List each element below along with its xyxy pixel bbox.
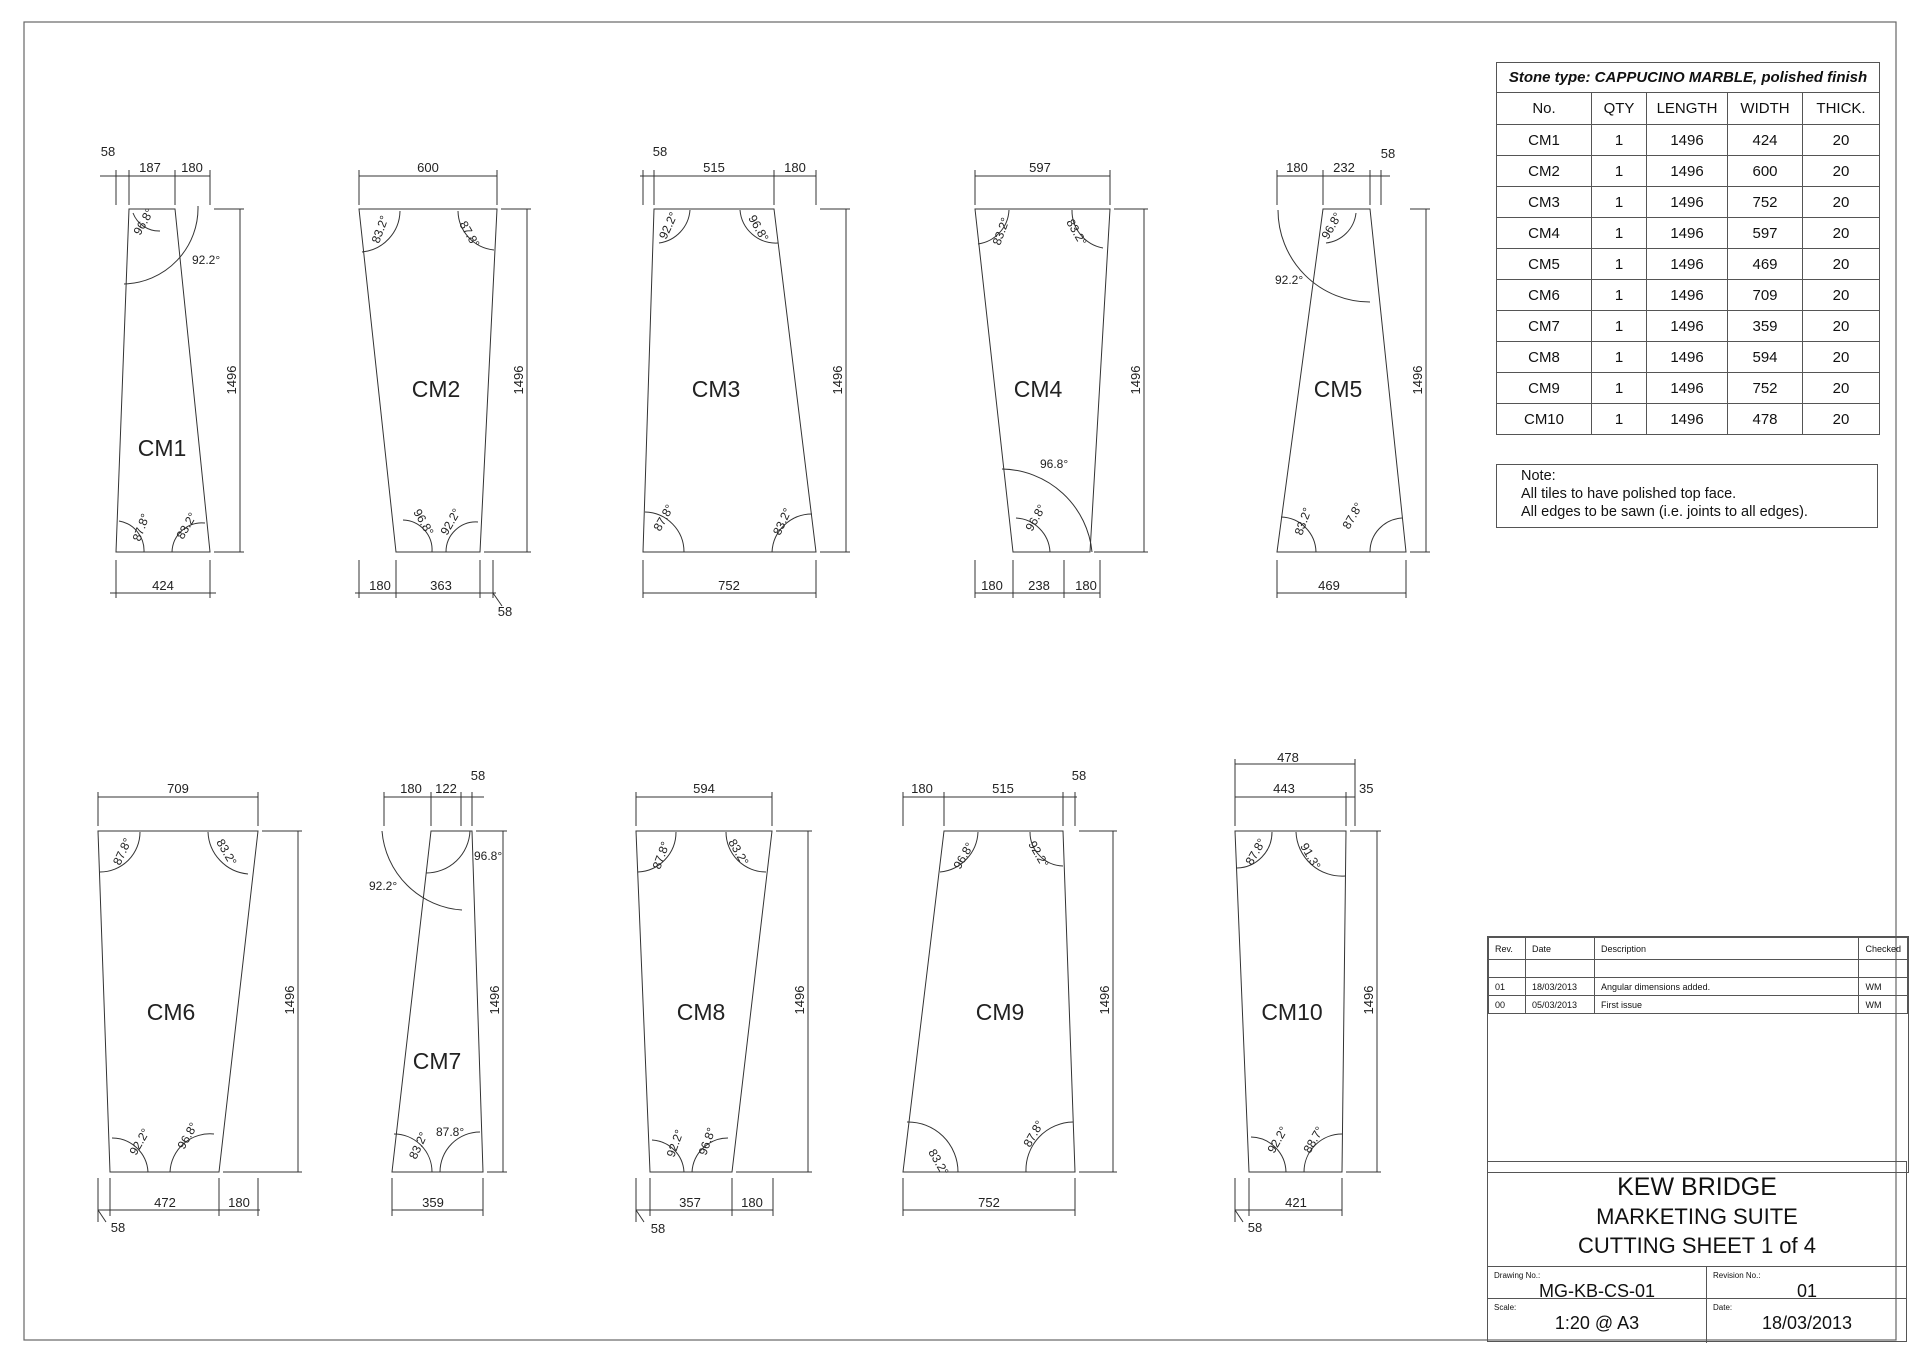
table-cell: 20 (1803, 311, 1880, 342)
table-cell: 1496 (1647, 125, 1728, 156)
table-row (1497, 125, 1880, 156)
dimension-label: 58 (470, 768, 486, 783)
table-cell: CM3 (1497, 187, 1592, 218)
revision-header-row (1489, 938, 1908, 960)
date-cell (1707, 1299, 1907, 1343)
dimension-label: 180 (369, 578, 391, 593)
table-cell: 20 (1803, 187, 1880, 218)
angle-label: 87.8° (436, 1125, 465, 1139)
table-row (1497, 373, 1880, 404)
angle-label: 87.8° (1020, 1118, 1047, 1150)
dimension-label: 478 (1277, 750, 1299, 765)
dimension-label: 58 (110, 1220, 126, 1235)
dimension-label: 515 (703, 160, 725, 175)
table-cell: 469 (1728, 249, 1803, 280)
table-cell: 709 (1728, 280, 1803, 311)
angle-label: 96.8° (410, 506, 437, 538)
table-cell: 1496 (1647, 218, 1728, 249)
stone-schedule-table (1496, 62, 1880, 435)
table-cell: 359 (1728, 311, 1803, 342)
stone-type-caption: Stone type: CAPPUCINO MARBLE, polished finish (1496, 62, 1880, 92)
note-title: Note: (1521, 468, 1556, 484)
dimension-label: 58 (1247, 1220, 1263, 1235)
table-cell: 20 (1803, 156, 1880, 187)
scale-value: 1:20 @ A3 (1554, 1313, 1640, 1333)
table-cell: CM1 (1497, 125, 1592, 156)
table-cell: 1 (1592, 156, 1647, 187)
table-row (1489, 978, 1908, 996)
drawing-number: MG-KB-CS-01 (1538, 1281, 1655, 1301)
table-cell: 1496 (1647, 187, 1728, 218)
table-cell: 20 (1803, 342, 1880, 373)
dimension-label: 180 (981, 578, 1003, 593)
dimension-label: 1496 (224, 365, 239, 395)
title-block (1487, 1161, 1907, 1342)
note-line: All tiles to have polished top face. (1521, 486, 1737, 502)
empty-cell (1489, 960, 1526, 978)
project-title: KEW BRIDGE (1617, 1173, 1777, 1201)
angle-label: 83.2° (1063, 216, 1090, 248)
angle-label: 83.2° (1291, 505, 1315, 538)
table-cell: CM9 (1497, 373, 1592, 404)
angle-label: 96.8° (695, 1125, 719, 1158)
checked-cell: WM (1859, 996, 1908, 1014)
rev-cell: 00 (1489, 996, 1526, 1014)
angle-label: 96.8° (130, 206, 157, 238)
dimension-label: 58 (650, 1221, 666, 1236)
table-header-row (1497, 93, 1880, 125)
tile-label: CM3 (691, 376, 741, 402)
dimension-label: 597 (1029, 160, 1051, 175)
angle-label: 83.2° (406, 1129, 431, 1162)
dimension-label: 1496 (1410, 365, 1425, 395)
dimension-label: 1496 (1361, 985, 1376, 1015)
table-cell: 1496 (1647, 342, 1728, 373)
angle-label: 83.2° (989, 215, 1013, 248)
checked-cell: WM (1859, 978, 1908, 996)
dimension-label: 58 (1380, 146, 1396, 161)
angle-label: 96.8° (1040, 457, 1069, 471)
dimension-label: 35 (1359, 781, 1374, 796)
dimension-label: 472 (154, 1195, 176, 1210)
table-cell: 1 (1592, 249, 1647, 280)
dimension-label: 187 (139, 160, 161, 175)
table-cell: 478 (1728, 404, 1803, 435)
column-header: QTY (1592, 93, 1647, 125)
note-box (1496, 464, 1878, 528)
date-value: 18/03/2013 (1761, 1313, 1853, 1333)
table-cell: 1 (1592, 218, 1647, 249)
angle-label: 83.2° (368, 213, 392, 246)
project-subtitle: MARKETING SUITE (1596, 1204, 1798, 1229)
table-cell: CM7 (1497, 311, 1592, 342)
column-header: Description (1595, 938, 1859, 960)
angle-label: 91.3° (1297, 840, 1324, 872)
angle-label: 96.8° (1022, 502, 1049, 534)
angle-label: 83.2° (173, 510, 200, 542)
empty-cell (1859, 960, 1908, 978)
table-cell: 20 (1803, 249, 1880, 280)
angle-label: 87.8° (129, 511, 153, 544)
field-caption: Date: (1713, 1303, 1733, 1312)
tile-cm1 (100, 170, 244, 598)
tile-label: CM2 (411, 376, 461, 402)
angle-label: 92.2° (369, 879, 398, 893)
dimension-label: 421 (1285, 1195, 1307, 1210)
table-cell: 1496 (1647, 311, 1728, 342)
revision-number: 01 (1796, 1281, 1818, 1301)
angle-label: 92.2° (437, 506, 464, 538)
dimension-label: 469 (1318, 578, 1340, 593)
table-cell: CM4 (1497, 218, 1592, 249)
table-row (1497, 280, 1880, 311)
revision-table (1488, 937, 1908, 1014)
dimension-label: 122 (435, 781, 457, 796)
angle-label: 83.2° (925, 1146, 952, 1178)
dimension-label: 180 (400, 781, 422, 796)
table-cell: 20 (1803, 404, 1880, 435)
angle-label: 96.8° (1318, 210, 1345, 242)
dimension-label: 180 (1075, 578, 1097, 593)
table-cell: 424 (1728, 125, 1803, 156)
dimension-label: 424 (152, 578, 174, 593)
angle-label: 92.2° (126, 1126, 153, 1158)
scale-cell (1488, 1299, 1707, 1343)
description-cell: First issue (1595, 996, 1859, 1014)
date-cell: 18/03/2013 (1526, 978, 1595, 996)
dimension-label: 1496 (511, 365, 526, 395)
note-line: All edges to be sawn (i.e. joints to all edges). (1521, 504, 1808, 520)
rev-cell: 01 (1489, 978, 1526, 996)
angle-label: 96.8° (474, 849, 503, 863)
table-cell: 20 (1803, 218, 1880, 249)
angle-label: 87.8° (1339, 500, 1366, 532)
dimension-label: 232 (1333, 160, 1355, 175)
table-cell: 20 (1803, 280, 1880, 311)
table-cell: 1 (1592, 187, 1647, 218)
dimension-label: 357 (679, 1195, 701, 1210)
angle-label: 87.8° (110, 835, 135, 868)
tile-label: CM1 (137, 435, 187, 461)
table-cell: CM6 (1497, 280, 1592, 311)
table-cell: 1496 (1647, 280, 1728, 311)
dimension-label: 58 (497, 604, 513, 619)
dimension-label: 58 (652, 144, 668, 159)
table-cell: 20 (1803, 373, 1880, 404)
tile-cm6 (98, 792, 302, 1222)
angle-label: 87.8° (650, 502, 677, 534)
table-row (1497, 342, 1880, 373)
field-caption: Scale: (1494, 1303, 1517, 1312)
dimension-label: 752 (718, 578, 740, 593)
dimension-label: 1496 (282, 985, 297, 1015)
date-cell: 05/03/2013 (1526, 996, 1595, 1014)
table-row (1497, 404, 1880, 435)
dimension-label: 238 (1028, 578, 1050, 593)
dimension-label: 1496 (830, 365, 845, 395)
dimension-label: 180 (784, 160, 806, 175)
column-header: THICK. (1803, 93, 1880, 125)
dimension-label: 594 (693, 781, 715, 796)
dimension-label: 363 (430, 578, 452, 593)
table-cell: 1 (1592, 342, 1647, 373)
column-header: LENGTH (1647, 93, 1728, 125)
tile-label: CM8 (676, 999, 726, 1025)
dimension-label: 1496 (1128, 365, 1143, 395)
table-cell: 1 (1592, 373, 1647, 404)
table-row (1497, 156, 1880, 187)
dimension-label: 180 (911, 781, 933, 796)
column-header: WIDTH (1728, 93, 1803, 125)
angle-label: 96.8° (174, 1120, 201, 1152)
table-row (1497, 249, 1880, 280)
column-header: Checked (1859, 938, 1908, 960)
dimension-label: 752 (978, 1195, 1000, 1210)
table-row (1489, 996, 1908, 1014)
table-cell: 1 (1592, 125, 1647, 156)
table-cell: 1496 (1647, 249, 1728, 280)
table-cell: 594 (1728, 342, 1803, 373)
tile-label: CM4 (1013, 376, 1063, 402)
tile-label: CM5 (1313, 376, 1363, 402)
table-row (1489, 960, 1908, 978)
table-cell: 600 (1728, 156, 1803, 187)
dimension-label: 58 (1071, 768, 1087, 783)
dimension-label: 359 (422, 1195, 444, 1210)
angle-label: 92.2° (663, 1127, 687, 1160)
table-cell: CM8 (1497, 342, 1592, 373)
table-cell: 1 (1592, 311, 1647, 342)
table-cell: 1496 (1647, 373, 1728, 404)
dimension-label: 1496 (1097, 985, 1112, 1015)
angle-label: 92.2° (192, 253, 221, 267)
dimension-label: 180 (1286, 160, 1308, 175)
table-row (1497, 187, 1880, 218)
drawing-title (1488, 1162, 1906, 1260)
empty-cell (1595, 960, 1859, 978)
dimension-label: 709 (167, 781, 189, 796)
revision-box (1487, 936, 1909, 1173)
dimension-label: 443 (1273, 781, 1295, 796)
table-cell: CM5 (1497, 249, 1592, 280)
dimension-label: 1496 (487, 985, 502, 1015)
angle-label: 96.8° (950, 840, 977, 872)
tile-label: CM7 (412, 1048, 462, 1074)
table-row (1497, 218, 1880, 249)
angle-label: 92.2° (1275, 273, 1304, 287)
title-block-row (1488, 1298, 1906, 1343)
table-cell: CM10 (1497, 404, 1592, 435)
column-header: Rev. (1489, 938, 1526, 960)
angle-label: 83.2° (213, 836, 240, 868)
column-header: No. (1497, 93, 1592, 125)
field-caption: Drawing No.: (1494, 1271, 1541, 1280)
table-row (1497, 311, 1880, 342)
tile-label: CM6 (146, 999, 196, 1025)
angle-label: 87.8° (456, 218, 483, 250)
table-cell: 20 (1803, 125, 1880, 156)
angle-label: 92.2° (1025, 838, 1052, 870)
table-cell: 1 (1592, 404, 1647, 435)
angle-label: 92.2° (1264, 1124, 1291, 1156)
dimension-label: 180 (228, 1195, 250, 1210)
dimension-label: 1496 (792, 985, 807, 1015)
column-header: Date (1526, 938, 1595, 960)
angle-label: 96.8° (745, 212, 772, 244)
table-cell: 752 (1728, 373, 1803, 404)
dimension-label: 58 (100, 144, 116, 159)
tile-label: CM10 (1261, 999, 1323, 1025)
angle-label: 83.2° (725, 836, 752, 868)
dimension-label: 180 (181, 160, 203, 175)
table-cell: 1496 (1647, 156, 1728, 187)
description-cell: Angular dimensions added. (1595, 978, 1859, 996)
angle-label: 87.8° (649, 839, 673, 872)
table-cell: CM2 (1497, 156, 1592, 187)
angle-label: 92.2° (656, 209, 681, 242)
dimension-label: 600 (417, 160, 439, 175)
empty-cell (1526, 960, 1595, 978)
tile-label: CM9 (975, 999, 1025, 1025)
field-caption: Revision No.: (1713, 1271, 1761, 1280)
revision-empty-area (1488, 1014, 1908, 1172)
angle-label: 83.2° (770, 505, 795, 538)
angle-label: 88.7° (1300, 1124, 1327, 1156)
angle-label: 87.8° (1242, 836, 1269, 868)
table-cell: 1496 (1647, 404, 1728, 435)
table-cell: 1 (1592, 280, 1647, 311)
dimension-label: 180 (741, 1195, 763, 1210)
sheet-title: CUTTING SHEET 1 of 4 (1578, 1233, 1816, 1258)
table-cell: 597 (1728, 218, 1803, 249)
table-cell: 752 (1728, 187, 1803, 218)
dimension-label: 515 (992, 781, 1014, 796)
